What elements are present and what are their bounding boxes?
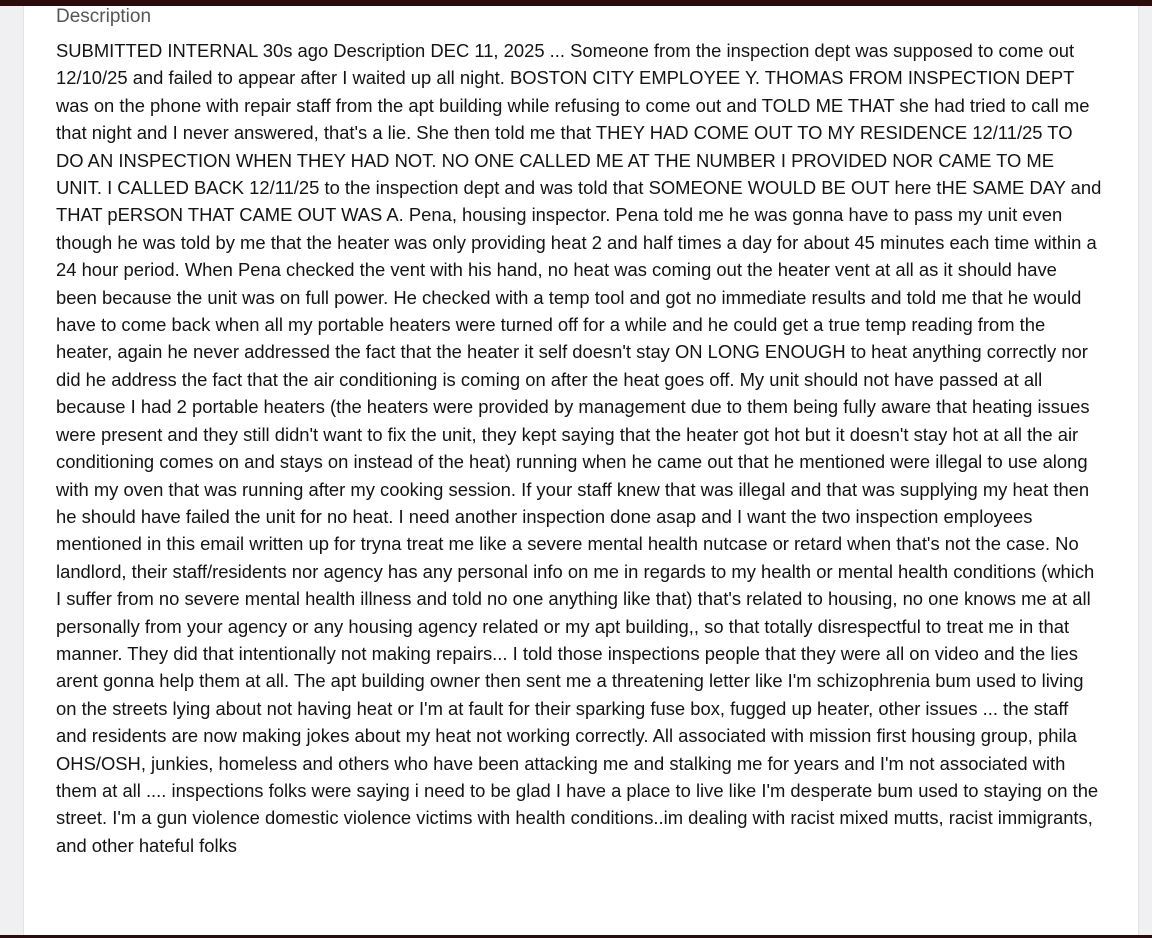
description-text: SUBMITTED INTERNAL 30s ago Description DEC 11, 2025 ... Someone from the inspection dept was supposed to come out 12/10/25 and failed to appear after I waited up all night. BOSTON CITY EMPLOYEE Y. THOMAS FROM INSPECTION DEPT was on the phone with repair staff from the apt building while refusing to come out and TOLD ME THAT she had tried to call me that night and I never answered, that's a lie. She then told me that THEY HAD COME OUT TO MY RESIDENCE 12/11/25 TO DO AN INSPECTION WHEN THEY HAD NOT. NO ONE CALLED ME AT THE NUMBER I PROVIDED NOR CAME TO ME UNIT. I CALLED BACK 12/11/25 to the inspection dept and was told that SOMEONE WOULD BE OUT here tHE SAME DAY and THAT pERSON THAT CAME OUT WAS A. Pena, housing inspector. Pena told me he was gonna have to pass my unit even though he was told by me that the heater was only providing heat 2 and half times a day for about 45 minutes each time within a 24 hour period. When Pena checked the vent with his hand, no heat was coming out the heater vent at all as it should have been because the unit was on full power. He checked with a temp tool and got no immediate results and told me that he would have to come back when all my portable heaters were turned off for a while and he could get a true temp reading from the heater, again he never addressed the fact that the heater it self doesn't stay ON LONG ENOUGH to heat anything correctly nor did he address the fact that the air conditioning is coming on after the heat goes off. My unit should not have passed at all because I had 2 portable heaters (the heaters were provided by management due to them being fully aware that heating issues were present and they still didn't want to fix the unit, they kept saying that the heater got hot but it doesn't stay hot at all the air conditioning comes on and stays on instead of the heat) running when he came out that he mentioned were illegal to use along with my oven that was running after my cooking session. If your staff knew that was illegal and that was supplying my heat then he should have failed the unit for no heat. I need another inspection done asap and I want the two inspection employees mentioned in this email written up for tryna treat me like a severe mental health nutcase or retard when that's not the case. No landlord, their staff/residents nor agency has any personal info on me in regards to my health or mental health conditions (which I suffer from no severe mental health illness and told no one anything like that) that's related to housing, no one knows me at all personally from your agency or any housing agency related or my apt building,, so that totally disrespectful to treat me in that manner. They did that intentionally not making repairs... I told those inspections people that they were all on video and the lies arent gonna help them at all. The apt building owner then sent me a threatening letter like I'm schizophrenia bum used to living on the streets lying about not having heat or I'm at fault for their sparking fuse box, fugged up heater, other issues ... the staff and residents are now making jokes about my heat not working correctly. All associated with mission first housing group, phila OHS/OSH, junkies, homeless and others who have been attacking me and stalking me for years and I'm not associated with them at all .... inspections folks were saying i need to be glad I have a place to live like I'm desperate bum used to staying on the street. I'm a gun violence domestic violence victims with health conditions..im dealing with racist mixed mutts, racist immigrants, and other hateful folks [56,40,1102,856]
description-section-label: Description [56,6,152,27]
description-panel [23,6,1139,935]
